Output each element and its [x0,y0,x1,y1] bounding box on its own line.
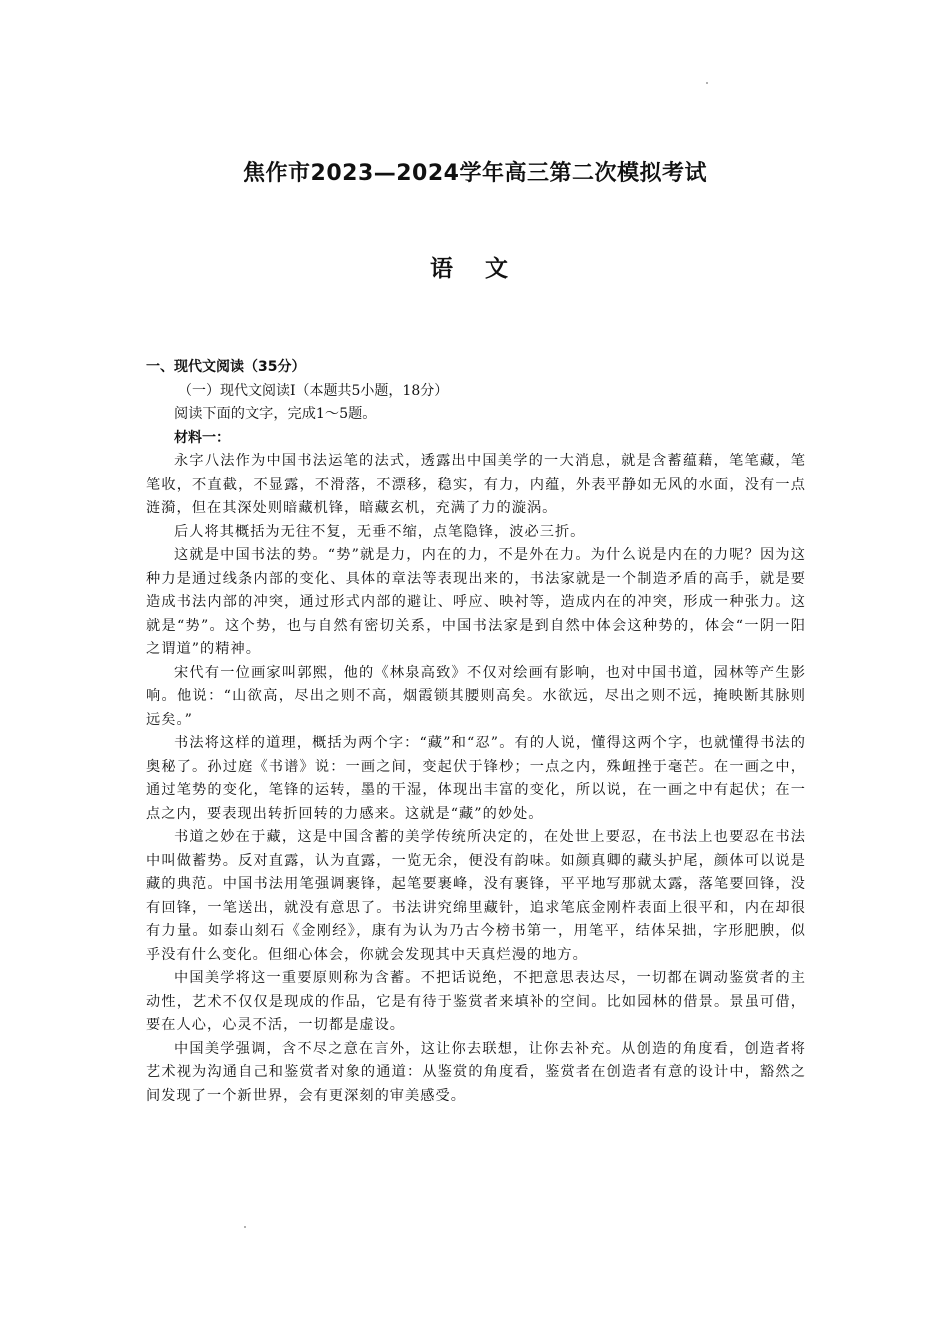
section-subheading: （一）现代文阅读Ⅰ（本题共5小题，18分） [178,382,449,399]
exam-title: 焦作市2023—2024学年高三第二次模拟考试 [243,161,707,186]
reading-instruction: 阅读下面的文字，完成1～5题。 [174,406,377,422]
passage-paragraph: 永字八法作为中国书法运笔的法式，透露出中国美学的一大消息，就是含蓄蕴藉，笔笔藏，笔笔收，不直截，不显露，不滑落，不漂移，稳实，有力，内蕴，外表平静如无风的水面，没有一点涟漪，但在其深处则暗藏机锋，暗藏玄机，充满了力的漩涡。 [146,453,806,516]
passage-paragraph: 中国美学强调，含不尽之意在言外，这让你去联想，让你去补充。从创造的角度看，创造者将艺术视为沟通自己和鉴赏者对象的通道：从鉴赏的角度看，鉴赏者在创造者有意的设计中，豁然之间发现了一个新世界，会有更深刻的审美感受。 [146,1040,806,1104]
section-heading: 一、现代文阅读（35分） [146,359,306,375]
passage-paragraph: 书法将这样的道理，概括为两个字：“藏”和“忍”。有的人说，懂得这两个字，也就懂得书法的奥秘了。孙过庭《书谱》说：一画之间，变起伏于锋杪；一点之内，殊衄挫于毫芒。在一画之中，通过笔势的变化，笔锋的运转，墨的干湿，体现出丰富的变化，所以说，在一画之中有起伏；在一点之内，要表现出转折回转的力感来。这就是“藏”的妙处。 [146,735,806,822]
exam-content [146,356,806,1108]
material-label: 材料一： [174,429,230,446]
scan-speck [706,82,708,84]
passage-paragraph: 书道之妙在于藏，这是中国含蓄的美学传统所决定的，在处世上要忍，在书法上也要忍在书法中叫做蓄势。反对直露，认为直露，一览无余，便没有韵味。如颜真卿的藏头护尾，颜体可以说是藏的典范。中国书法用笔强调裹锋，起笔要裹峰，没有裹锋，平平地写那就太露，落笔要回锋，没有回锋，一笔送出，就没有意思了。书法讲究绵里藏针，追求笔底金刚杵表面上很平和，内在却很有力量。如泰山刻石《金刚经》，康有为认为乃古今榜书第一，用笔平，结体呆拙，字形肥腴，似乎没有什么变化。但细心体会，你就会发现其中天真烂漫的地方。 [146,829,806,963]
scan-speck [244,1226,246,1228]
subject-title: 语 文 [429,256,520,282]
passage-paragraph: 宋代有一位画家叫郭熙，他的《林泉高致》不仅对绘画有影响，也对中国书道，园林等产生影响。他说：“山欲高，尽出之则不高，烟霞锁其腰则高矣。水欲远，尽出之则不远，掩映断其脉则远矣。” [146,664,806,728]
passage-paragraph: 中国美学将这一重要原则称为含蓄。不把话说绝，不把意思表达尽，一切都在调动鉴赏者的主动性，艺术不仅仅是现成的作品，它是有待于鉴赏者来填补的空间。比如园林的借景。景虽可借，要在人心，心灵不活，一切都是虚设。 [146,970,806,1033]
passage-paragraph: 这就是中国书法的势。“势”就是力，内在的力，不是外在力。为什么说是内在的力呢？因为这种力是通过线条内部的变化、具体的章法等表现出来的，书法家就是一个制造矛盾的高手，就是要造成书法内部的冲突，通过形式内部的避让、呼应、映衬等，造成内在的冲突，形成一种张力。这就是“势”。这个势，也与自然有密切关系，中国书法家是到自然中体会这种势的，体会“一阴一阳之谓道”的精神。 [146,547,806,657]
passage-paragraph: 后人将其概括为无往不复，无垂不缩，点笔隐锋，波必三折。 [174,523,586,540]
